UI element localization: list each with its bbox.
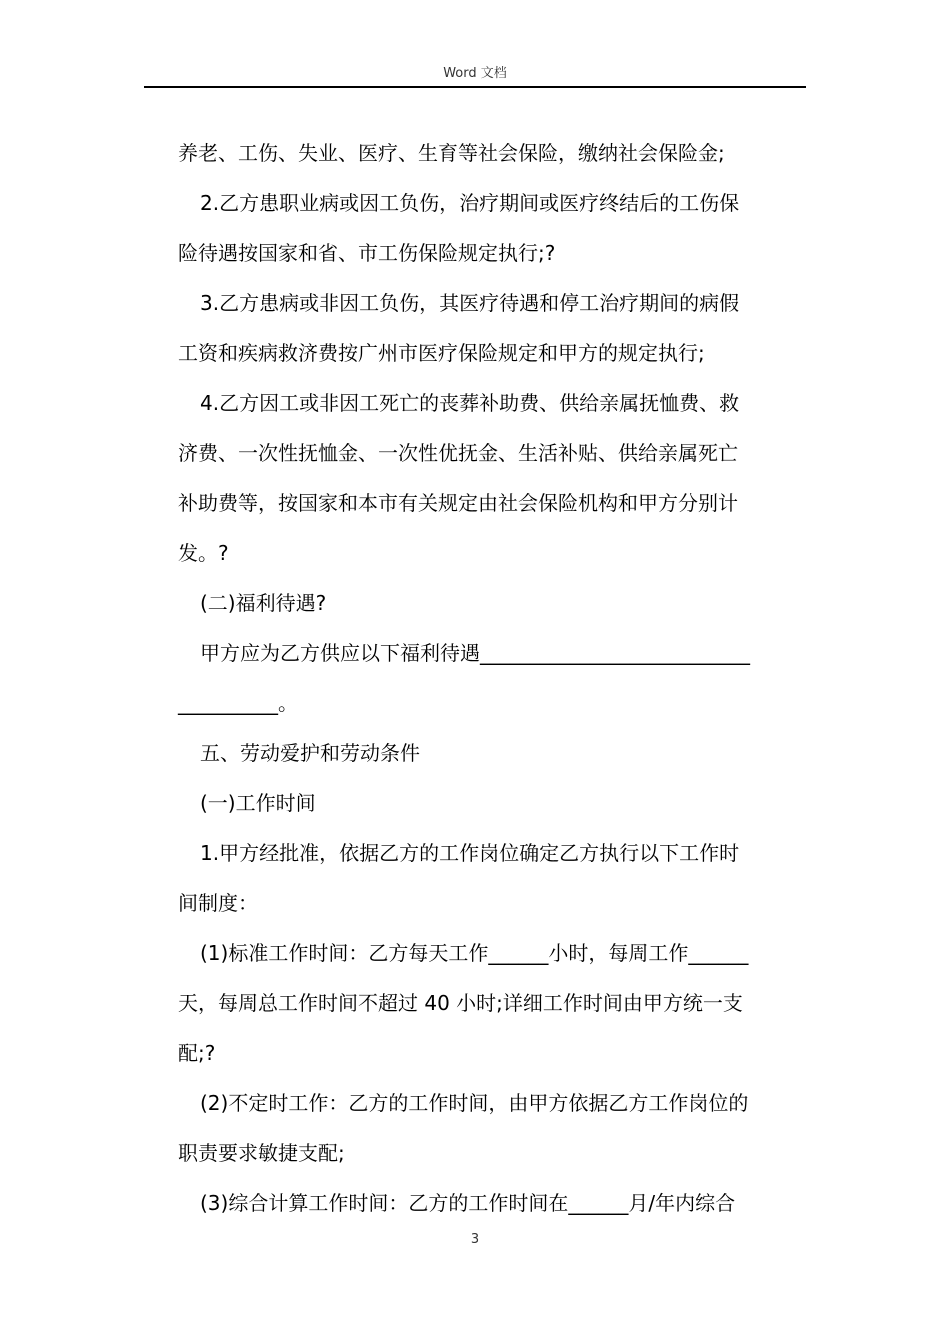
body-line: 配;?: [178, 1041, 216, 1065]
body-line: (二)福利待遇?: [200, 591, 327, 615]
body-line: 甲方应为乙方供应以下福利待遇___________________________: [200, 641, 750, 665]
body-line: 养老、工伤、失业、医疗、生育等社会保险，缴纳社会保险金;: [178, 141, 725, 165]
body-line: 1.甲方经批准，依据乙方的工作岗位确定乙方执行以下工作时: [200, 841, 740, 865]
page-number: 3: [470, 1232, 480, 1247]
body-line: (1)标准工作时间：乙方每天工作______小时，每周工作______: [200, 941, 749, 965]
body-line: 2.乙方患职业病或因工负伤，治疗期间或医疗终结后的工伤保: [200, 191, 740, 215]
body-line: 3.乙方患病或非因工负伤，其医疗待遇和停工治疗期间的病假: [200, 291, 740, 315]
body-line: 补助费等，按国家和本市有关规定由社会保险机构和甲方分别计: [178, 491, 738, 515]
body-line: 济费、一次性抚恤金、一次性优抚金、生活补贴、供给亲属死亡: [178, 441, 738, 465]
document-body: [178, 128, 806, 1228]
body-line: __________。: [178, 691, 298, 715]
body-line: 险待遇按国家和省、市工伤保险规定执行;?: [178, 241, 556, 265]
body-line: 发。?: [178, 541, 229, 565]
body-line: 4.乙方因工或非因工死亡的丧葬补助费、供给亲属抚恤费、救: [200, 391, 740, 415]
header-rule: [144, 86, 806, 88]
body-line: (2)不定时工作：乙方的工作时间，由甲方依据乙方工作岗位的: [200, 1091, 749, 1115]
body-line: (3)综合计算工作时间：乙方的工作时间在______月/年内综合: [200, 1191, 736, 1215]
body-line: 工资和疾病救济费按广州市医疗保险规定和甲方的规定执行;: [178, 341, 705, 365]
body-line: 职责要求敏捷支配;: [178, 1141, 345, 1165]
section-heading: 五、劳动爱护和劳动条件: [200, 741, 420, 765]
body-line: 天，每周总工作时间不超过 40 小时;详细工作时间由甲方统一支: [178, 991, 743, 1015]
body-line: 间制度：: [178, 891, 258, 915]
page-header: Word 文档: [443, 66, 507, 81]
subsection-heading: (一)工作时间: [200, 791, 316, 815]
